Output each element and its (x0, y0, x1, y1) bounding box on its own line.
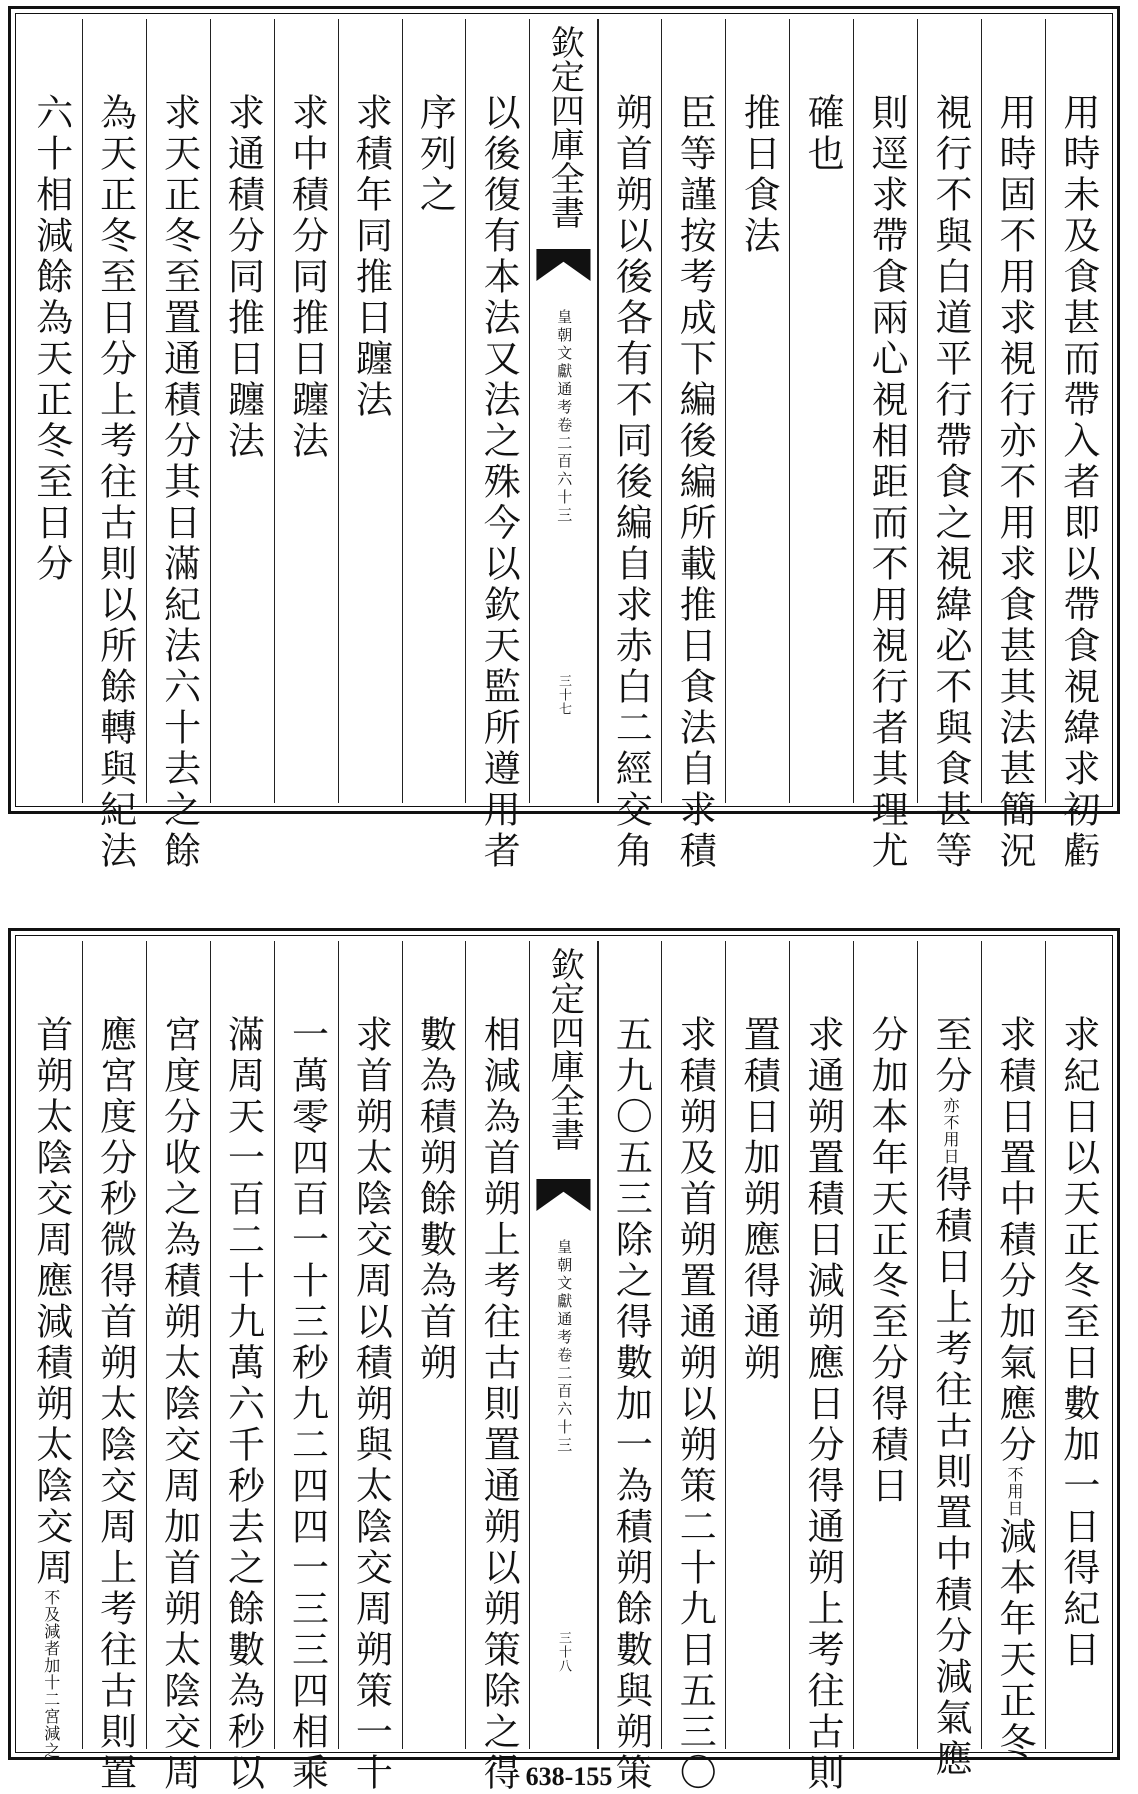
text-column: 至分亦不用日得積日上考往古則置中積分減氣應 (917, 941, 981, 1749)
fishtail-ornament (536, 249, 590, 281)
text-column: 用時固不用求視行亦不用求食甚其法甚簡況 (981, 19, 1045, 803)
text-column: 相減為首朔上考往古則置通朔以朔策除之得 (465, 941, 529, 1749)
fishtail-ornament (536, 1179, 590, 1211)
text-column: 視行不與白道平行帶食之視緯必不與食甚等 (917, 19, 981, 803)
volume-label: 皇朝文獻通考卷二百六十三 (555, 309, 574, 525)
center-fold (529, 941, 597, 1749)
text-column: 確也 (789, 19, 853, 803)
text-column: 置積日加朔應得通朔 (725, 941, 789, 1749)
text-column: 一萬零四百一十三秒九二四四一三三四相乘 (274, 941, 338, 1749)
text-column: 用時未及食甚而帶入者即以帶食視緯求初虧 (1045, 19, 1109, 803)
interlinear-note: 不用日 (1004, 1466, 1024, 1517)
leaf-number: 三十八 (555, 1631, 571, 1673)
text-column: 求通積分同推日躔法 (210, 19, 274, 803)
book-title: 欽定四庫全書 (544, 947, 585, 1151)
text-column: 求積日置中積分加氣應分不用日減本年天正冬 (981, 941, 1045, 1749)
text-column: 五九〇五三除之得數加一為積朔餘數與朔策 (598, 941, 662, 1749)
center-fold (529, 19, 597, 803)
text-column: 求紀日以天正冬至日數加一日得紀日 (1045, 941, 1109, 1749)
text-column: 六十相減餘為天正冬至日分 (29, 93, 73, 585)
text-column: 求積朔及首朔置通朔以朔策二十九日五三〇 (661, 941, 725, 1749)
text-column: 數為積朔餘數為首朔 (402, 941, 466, 1749)
text-column: 序列之 (402, 19, 466, 803)
text-column: 則逕求帶食兩心視相距而不用視行者其理尤 (853, 19, 917, 803)
text-column: 宮度分收之為積朔太陰交周加首朔太陰交周 (146, 941, 210, 1749)
interlinear-note: 不及減者加十二宮減之 (41, 1589, 61, 1759)
text-column: 朔首朔以後各有不同後編自求赤白二經交角 (598, 19, 662, 803)
text-column: 推日食法 (725, 19, 789, 803)
text-column: 求通朔置積日減朔應日分得通朔上考往古則 (789, 941, 853, 1749)
text-column: 應宮度分秒微得首朔太陰交周上考往古則置 (82, 941, 146, 1749)
text-column: 以後復有本法又法之殊今以欽天監所遵用者 (465, 19, 529, 803)
volume-label: 皇朝文獻通考卷二百六十三 (555, 1239, 574, 1455)
text-column: 求首朔太陰交周以積朔與太陰交周朔策一十 (338, 941, 402, 1749)
text-column: 分加本年天正冬至分得積日 (853, 941, 917, 1749)
book-page-37 (8, 6, 1120, 872)
interlinear-note: 亦不用日 (941, 1097, 960, 1165)
text-column: 臣等謹按考成下編後編所載推日食法自求積 (661, 19, 725, 803)
text-column: 首朔太陰交周應減積朔太陰交周不及減者加十二宮減之 (29, 1015, 73, 1759)
text-column: 滿周天一百二十九萬六千秒去之餘數為秒以 (210, 941, 274, 1749)
text-columns (19, 19, 1109, 872)
text-column: 求天正冬至置通積分其日滿紀法六十去之餘 (146, 19, 210, 803)
book-title: 欽定四庫全書 (544, 25, 585, 229)
leaf-number: 三十七 (555, 674, 571, 716)
text-column: 求積年同推日躔法 (338, 19, 402, 803)
text-column: 求中積分同推日躔法 (274, 19, 338, 803)
text-column: 為天正冬至日分上考往古則以所餘轉與紀法 (82, 19, 146, 803)
page-identifier: 638-155 (525, 1762, 613, 1791)
